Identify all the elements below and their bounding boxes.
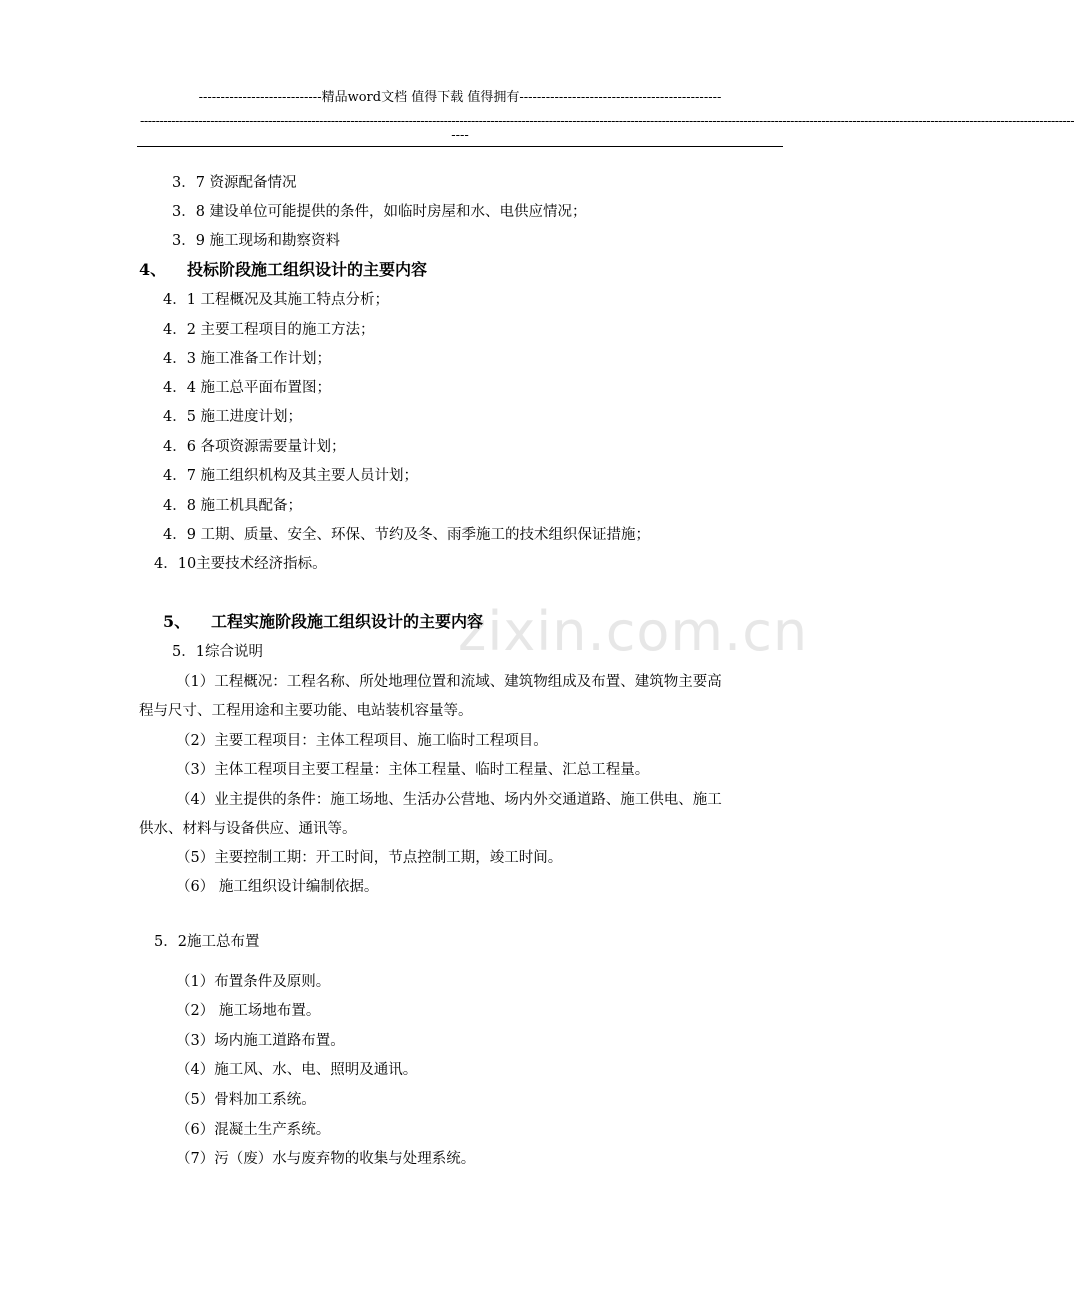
list-item-4-8: 4．8 施工机具配备；: [163, 498, 303, 514]
watermark: zixin.com.cn: [458, 600, 809, 663]
list-item: （3）场内施工道路布置。: [176, 1033, 345, 1049]
list-item-4-5: 4．5 施工进度计划；: [163, 409, 303, 425]
list-item-4-2: 4．2 主要工程项目的施工方法；: [163, 322, 375, 338]
paragraph-line: （2）主要工程项目：主体工程项目、施工临时工程项目。: [176, 733, 548, 749]
paragraph-line: （5）主要控制工期：开工时间，节点控制工期，竣工时间。: [176, 850, 563, 866]
section-title: 工程实施阶段施工组织设计的主要内容: [211, 612, 484, 631]
list-item-3-8: 3．8 建设单位可能提供的条件，如临时房屋和水、电供应情况；: [172, 204, 587, 220]
section-number: 5、: [163, 612, 191, 631]
list-item-4-10: 4．10主要技术经济指标。: [154, 556, 327, 572]
paragraph-line: （1）工程概况：工程名称、所处地理位置和流域、建筑物组成及布置、建筑物主要高: [176, 674, 722, 690]
list-item: （1）布置条件及原则。: [176, 974, 331, 990]
section-number: 4、: [139, 260, 167, 279]
paragraph-line: （4）业主提供的条件：施工场地、生活办公营地、场内外交通道路、施工供电、施工: [176, 792, 722, 808]
list-item: （4）施工风、水、电、照明及通讯。: [176, 1062, 418, 1078]
list-item-4-6: 4．6 各项资源需要量计划；: [163, 439, 346, 455]
list-item-4-1: 4．1 工程概况及其施工特点分析；: [163, 292, 390, 308]
header-rule: [137, 146, 783, 147]
header-dash-tail: ----: [451, 128, 469, 143]
section-heading-5: [163, 611, 483, 633]
subsection-title-5-2: 5．2施工总布置: [154, 934, 260, 950]
list-item: （6）混凝土生产系统。: [176, 1122, 331, 1138]
paragraph-line: 供水、材料与设备供应、通讯等。: [139, 821, 357, 837]
section-heading-4: [139, 259, 427, 281]
paragraph-line: 程与尺寸、工程用途和主要功能、电站装机容量等。: [139, 703, 473, 719]
list-item-4-9: 4．9 工期、质量、安全、环保、节约及冬、雨季施工的技术组织保证措施；: [163, 527, 651, 543]
header-banner: ----------------------------精品word文档 值得下载 值得拥有----------------------------------------------: [198, 90, 722, 105]
list-item-3-9: 3．9 施工现场和勘察资料: [172, 233, 341, 249]
subsection-title-5-1: 5．1综合说明: [172, 644, 263, 660]
list-item-4-7: 4．7 施工组织机构及其主要人员计划；: [163, 468, 419, 484]
list-item-3-7: 3．7 资源配备情况: [172, 175, 297, 191]
list-item-4-3: 4．3 施工准备工作计划；: [163, 351, 332, 367]
header-dash-line: ------------------------------------------------------------------------------------------------------------------------------------------------------------------------------------------------------------------------------------------------: [140, 114, 1074, 129]
list-item: （7）污（废）水与废弃物的收集与处理系统。: [176, 1151, 476, 1167]
list-item-4-4: 4．4 施工总平面布置图；: [163, 380, 332, 396]
section-title: 投标阶段施工组织设计的主要内容: [187, 260, 428, 279]
paragraph-line: （6） 施工组织设计编制依据。: [176, 879, 379, 895]
list-item: （2） 施工场地布置。: [176, 1003, 321, 1019]
paragraph-line: （3）主体工程项目主要工程量：主体工程量、临时工程量、汇总工程量。: [176, 762, 650, 778]
list-item: （5）骨料加工系统。: [176, 1092, 316, 1108]
